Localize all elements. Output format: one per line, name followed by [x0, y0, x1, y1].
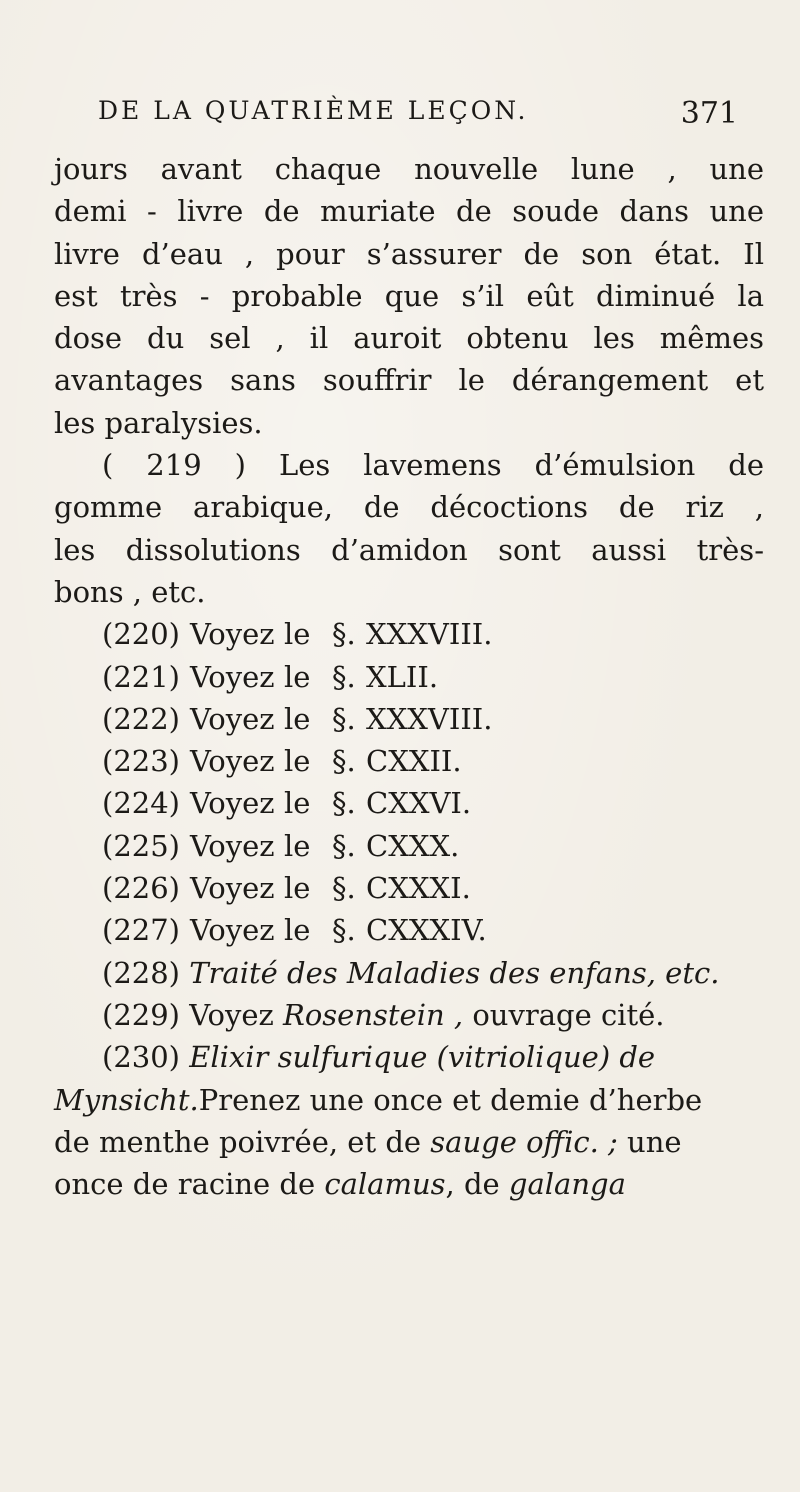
text-line: avantages sans souffrir le dérangement et: [54, 363, 764, 398]
note-le: le: [284, 871, 311, 906]
note-line: [54, 698, 764, 740]
text-line: bons , etc.: [54, 574, 206, 609]
note-text: once de racine de: [54, 1167, 316, 1202]
text-line: les paralysies.: [54, 405, 263, 440]
note-reference: CXXXIV.: [366, 913, 487, 948]
author-name: Rosenstein ,: [283, 997, 464, 1032]
text-line: demi - livre de muriate de soude dans une: [54, 194, 764, 229]
text-line: [54, 1163, 764, 1205]
note-line: [54, 613, 764, 655]
section-sign: §.: [332, 828, 356, 863]
note-voyez: Voyez: [190, 617, 275, 652]
note-number: (223): [102, 744, 180, 779]
running-title: DE LA QUATRIÈME LEÇON.: [98, 96, 529, 125]
note-le: le: [284, 617, 311, 652]
note-line: [54, 740, 764, 782]
note-number: (228): [102, 955, 180, 990]
note-reference: CXXXI.: [366, 871, 471, 906]
note-voyez: Voyez: [190, 744, 275, 779]
note-number: (220): [102, 617, 180, 652]
note-reference: CXXII.: [366, 744, 462, 779]
note-number: (222): [102, 701, 180, 736]
text-line: est très - probable que s’il eût diminué la: [54, 278, 764, 313]
note-text: , de: [445, 1167, 500, 1202]
note-le: le: [284, 913, 311, 948]
note-line: [54, 782, 764, 824]
note-reference: XXXVIII.: [366, 617, 493, 652]
text-line: les dissolutions d’amidon sont aussi très-: [54, 532, 764, 567]
note-le: le: [284, 786, 311, 821]
note-number: (227): [102, 913, 180, 948]
note-le: le: [284, 828, 311, 863]
note-number: (226): [102, 871, 180, 906]
text-line: [54, 1079, 764, 1121]
note-text: ouvrage cité.: [472, 997, 665, 1032]
note-number: (224): [102, 786, 180, 821]
note-text: de menthe poivrée, et de: [54, 1124, 422, 1159]
note-title: Elixir sulfurique (vitriolique) de: [189, 1040, 656, 1075]
text-line: dose du sel , il auroit obtenu les mêmes: [54, 321, 764, 356]
note-line: [54, 825, 764, 867]
note-voyez: Voyez: [190, 913, 275, 948]
note-number: (230): [102, 1040, 180, 1075]
section-sign: §.: [332, 913, 356, 948]
note-reference: XLII.: [366, 659, 439, 694]
note-number: (229): [102, 997, 180, 1032]
page-number: 371: [680, 96, 738, 131]
note-le: le: [284, 744, 311, 779]
note-line: [54, 994, 764, 1036]
note-voyez: Voyez: [190, 871, 275, 906]
page-body: [54, 148, 764, 1205]
section-sign: §.: [332, 659, 356, 694]
note-reference: CXXVI.: [366, 786, 472, 821]
note-italic: galanga: [508, 1167, 626, 1202]
section-sign: §.: [332, 701, 356, 736]
note-line: [54, 1036, 764, 1078]
note-reference: CXXX.: [366, 828, 460, 863]
running-head: [98, 96, 738, 131]
note-voyez: Voyez: [190, 701, 275, 736]
note-line: [54, 909, 764, 951]
note-voyez: Voyez: [190, 786, 275, 821]
note-italic: calamus: [324, 1167, 446, 1202]
note-reference: XXXVIII.: [366, 701, 493, 736]
note-text: Voyez: [189, 997, 274, 1032]
note-line: [54, 656, 764, 698]
section-sign: §.: [332, 617, 356, 652]
note-voyez: Voyez: [190, 659, 275, 694]
note-line: [54, 867, 764, 909]
note-le: le: [284, 701, 311, 736]
section-sign: §.: [332, 871, 356, 906]
note-title: Traité des Maladies des enfans, etc.: [189, 955, 720, 990]
note-italic: sauge offic. ;: [430, 1124, 618, 1159]
text-line: [54, 1121, 764, 1163]
note-voyez: Voyez: [190, 828, 275, 863]
note-le: le: [284, 659, 311, 694]
text-line: jours avant chaque nouvelle lune , une: [54, 152, 764, 186]
note-number: (225): [102, 828, 180, 863]
section-sign: §.: [332, 786, 356, 821]
note-number: (221): [102, 659, 180, 694]
note-line: [54, 952, 764, 994]
note-text: une: [627, 1124, 682, 1159]
note-text: Prenez une once et demie d’herbe: [198, 1082, 703, 1117]
text-line: livre d’eau , pour s’assurer de son état. Il: [54, 236, 764, 271]
author-name: Mynsicht.: [54, 1082, 199, 1117]
text-line: gomme arabique, de décoctions de riz ,: [54, 490, 764, 525]
section-sign: §.: [332, 744, 356, 779]
text-line: ( 219 ) Les lavemens d’émulsion de: [102, 448, 764, 483]
